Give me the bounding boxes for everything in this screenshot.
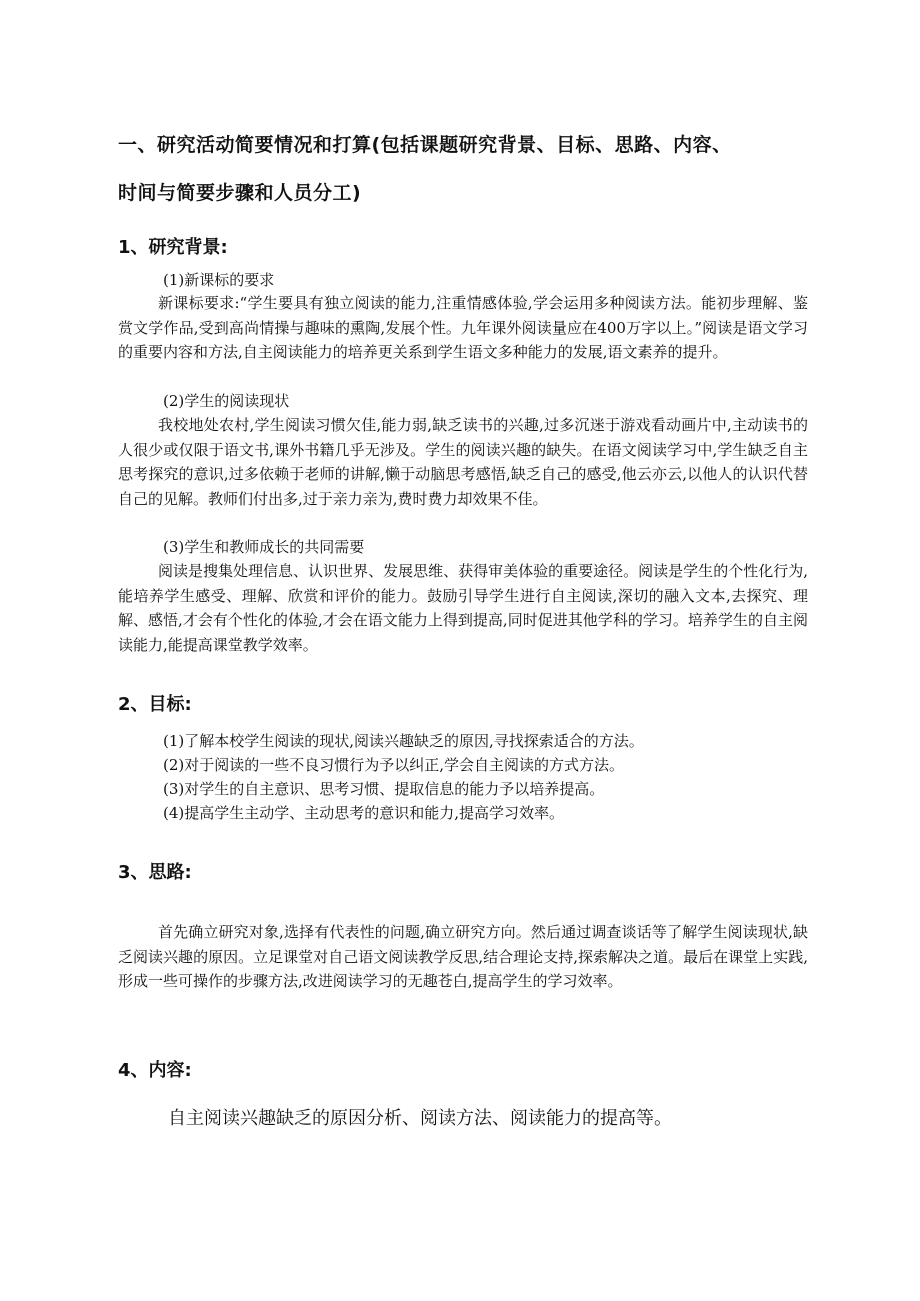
subheading-curriculum-requirements: (1)新课标的要求 [163,271,275,289]
goals-list [163,729,644,825]
section-heading-approach: 3、思路: [118,862,192,883]
subheading-shared-needs: (3)学生和教师成长的共同需要 [163,538,365,556]
goal-item: (3)对学生的自主意识、思考习惯、提取信息的能力予以培养提高。 [163,780,605,798]
content-text: 自主阅读兴趣缺乏的原因分析、阅读方法、阅读能力的提高等。 [168,1108,672,1129]
section-heading-background: 1、研究背景: [118,237,228,258]
paragraph-reading-status: 我校地处农村,学生阅读习惯欠佳,能力弱,缺乏读书的兴趣,过多沉迷于游戏看动画片中,主动读书的人很少或仅限于语文书,课外书籍几乎无涉及。学生的阅读兴趣的缺失。在语文阅读学习中,学生缺乏自主思考探究的意识,过多依赖于老师的讲解,懒于动脑思考感悟,缺乏自己的感受,他云亦云,以他人的认识代替自己的见解。教师们付出多,过于亲力亲为,费时费力却效果不佳。 [118,416,808,508]
subheading-reading-status: (2)学生的阅读现状 [163,392,290,410]
goal-item: (1)了解本校学生阅读的现状,阅读兴趣缺乏的原因,寻找探索适合的方法。 [163,732,644,750]
section-heading-goals: 2、目标: [118,694,192,715]
paragraph-curriculum-requirements: 新课标要求:“学生要具有独立阅读的能力,注重情感体验,学会运用多种阅读方法。能初步理解、鉴赏文学作品,受到高尚情操与趣味的熏陶,发展个性。九年课外阅读量应在400万字以上。”阅读是语文学习的重要内容和方法,自主阅读能力的培养更关系到学生语文多种能力的发展,语文素养的提升。 [118,294,808,361]
paragraph-shared-needs: 阅读是搜集处理信息、认识世界、发展思维、获得审美体验的重要途径。阅读是学生的个性化行为,能培养学生感受、理解、欣赏和评价的能力。鼓励引导学生进行自主阅读,深切的融入文本,去探究、理解、感悟,才会有个性化的体验,才会在语文能力上得到提高,同时促进其他学科的学习。培养学生的自主阅读能力,能提高课堂教学效率。 [118,562,808,654]
section-heading-content: 4、内容: [118,1060,192,1081]
goal-item: (2)对于阅读的一些不良习惯行为予以纠正,学会自主阅读的方式方法。 [163,756,625,774]
main-heading-line-2: 时间与简要步骤和人员分工) [118,182,362,204]
goal-item: (4)提高学生主动学、主动思考的意识和能力,提高学习效率。 [163,804,565,822]
main-heading-line-1: 一、研究活动简要情况和打算(包括课题研究背景、目标、思路、内容、 [118,134,732,156]
paragraph-approach: 首先确立研究对象,选择有代表性的问题,确立研究方向。然后通过调查谈话等了解学生阅读现状,缺乏阅读兴趣的原因。立足课堂对自己语文阅读教学反思,结合理论支持,探索解决之道。最后在课堂上实践,形成一些可操作的步骤方法,改进阅读学习的无趣苍白,提高学生的学习效率。 [118,923,808,990]
